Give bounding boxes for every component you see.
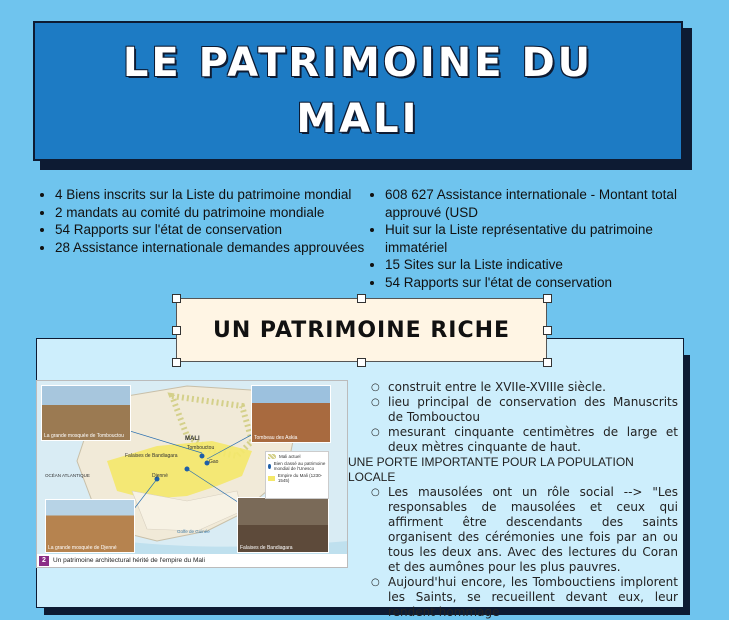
stat-item: • 608 627 Assistance internationale - Montant total approuvé (USD [385,186,708,221]
list-item: ○ Aujourd'hui encore, les Tombouctiens implorent les Saints, se recueillent devant eux, leur rendent hommage [388,575,678,620]
list-item: ○ construit entre le XVIIe-XVIIIe siècle. [388,380,678,395]
photo-bandiagara [237,497,329,553]
figure-caption [37,554,347,567]
section-heading: UNE PORTE IMPORTANTE POUR LA POPULATION LOCALE [348,455,634,484]
list-item: ○ lieu principal de conservation des Manuscrits de Tombouctou [388,395,678,425]
photo-tombouctou-mosque [41,385,131,441]
map-label-gao: Gao [209,459,219,465]
stats-right[interactable] [363,186,708,291]
photo-askia-tomb [251,385,331,443]
resize-handle-top-left[interactable] [172,294,181,303]
map-legend [265,451,329,499]
resize-handle-bottom-left[interactable] [172,358,181,367]
legend-item: Mali actuel [279,454,301,459]
map-label-ocean: OCÉAN ATLANTIQUE [45,473,90,478]
stat-item: • 2 mandats au comité du patrimoine mondiale [55,204,378,222]
mali-heritage-figure[interactable] [36,380,348,568]
map-label-tombouctou: Tombouctou [187,445,215,451]
caption-number: 2 [39,556,49,566]
list-item: ○ Les mausolées ont un rôle social --> "Les responsables de mausolées et ceux qui affirment être descendants des saints organisent des cérémonies une fois par an ou tous les deux ans. Avec des lectures du Coran et des aumônes pour les plus pauvres. [388,485,678,575]
caption-text: Un patrimoine architectural hérité de l'empire du Mali [53,557,205,564]
photo-djenne-mosque [45,499,135,553]
resize-handle-top[interactable] [357,294,366,303]
legend-item: Empire du Mali (1230-1545) [277,473,323,483]
subtitle-box[interactable] [176,298,547,362]
stat-item: • 15 Sites sur la Liste indicative [385,256,708,274]
map-label-falaises: Falaises de Bandiagara [125,453,178,459]
map-label-mali: MALI [185,436,200,442]
photo-label: Falaises de Bandiagara [240,545,293,551]
map-label-djenne: Djenné [152,473,168,479]
stat-item: • 4 Biens inscrits sur la Liste du patrimoine mondial [55,186,378,204]
stat-item: • Huit sur la Liste représentative du patrimoine immatériel [385,221,708,256]
text-column[interactable] [350,380,678,620]
resize-handle-bottom-right[interactable] [543,358,552,367]
resize-handle-right[interactable] [543,326,552,335]
page-title: LE PATRIMOINE DU MALI [122,40,594,142]
stat-item: • 28 Assistance internationale demandes approuvées [55,239,378,257]
photo-label: Tombeau des Askia [254,435,298,441]
resize-handle-top-right[interactable] [543,294,552,303]
photo-label: La grande mosquée de Tombouctou [44,433,124,439]
stat-item: • 54 Rapports sur l'état de conservation [385,274,708,292]
legend-item: Bien classé au patrimoine mondial de l'Unesco [273,461,326,471]
subtitle: UN PATRIMOINE RICHE [212,317,511,343]
list-item: ○ mesurant cinquante centimètres de large et deux mètres cinquante de haut. [388,425,678,455]
resize-handle-left[interactable] [172,326,181,335]
stats-left[interactable] [33,186,378,256]
photo-label: La grande mosquée de Djenné [48,545,117,551]
map-label-mer: Golfe de Guinée [177,529,210,534]
stat-item: • 54 Rapports sur l'état de conservation [55,221,378,239]
title-box[interactable] [33,21,683,161]
resize-handle-bottom[interactable] [357,358,366,367]
